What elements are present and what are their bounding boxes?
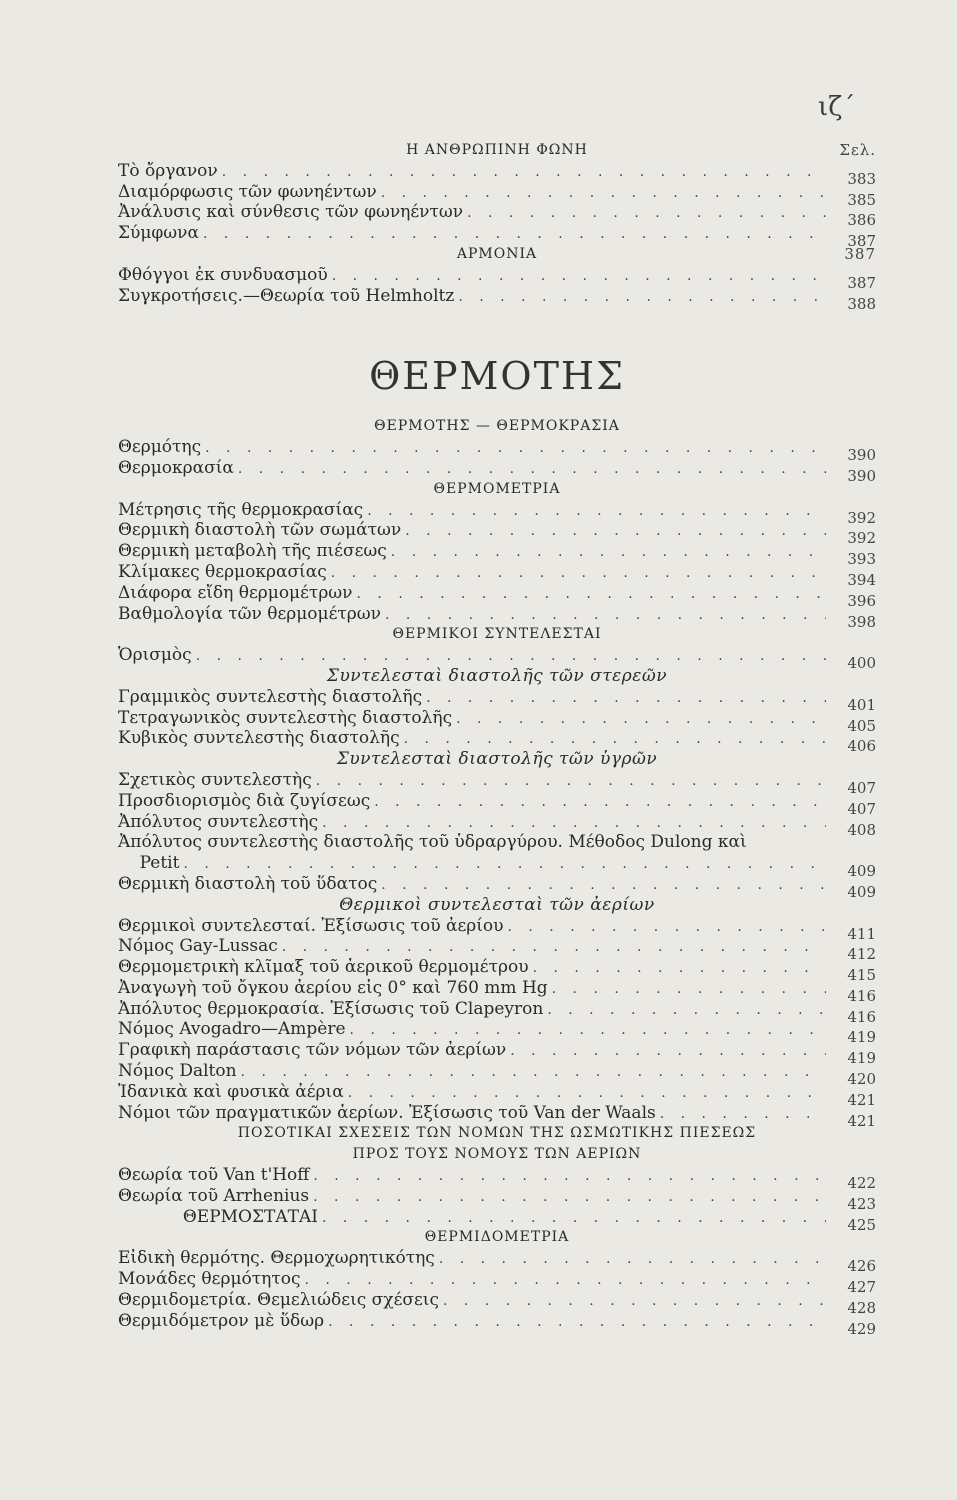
entry-page: 401	[847, 695, 876, 714]
entry-title: Μονάδες θερμότητος	[118, 1269, 301, 1290]
section-heading	[118, 479, 876, 500]
toc-entry	[118, 1061, 876, 1089]
entry-page: 416	[847, 1007, 876, 1026]
entry-title: Θερμικὴ διαστολὴ τῶν σωμάτων	[118, 520, 402, 541]
toc-entry	[118, 645, 876, 673]
dot-leader	[305, 1270, 827, 1291]
entry-title: Θερμοκρασία	[118, 457, 234, 478]
dot-leader	[552, 979, 826, 1000]
toc-entry	[118, 1269, 876, 1297]
entry-title: Petit	[118, 853, 180, 874]
dot-leader	[660, 1104, 826, 1125]
dot-leader	[328, 1312, 826, 1333]
entry-title: Θεωρία τοῦ Van t'Hoff	[118, 1165, 310, 1186]
entry-title: Διάφορα εἴδη θερμομέτρων	[118, 582, 353, 603]
heading-page: Σελ.	[839, 141, 876, 159]
entry-title: Εἰδικὴ θερμότης. Θερμοχωρητικότης	[118, 1248, 435, 1269]
entry-page: 392	[847, 529, 876, 548]
entry-page: 390	[847, 466, 876, 485]
dot-leader	[222, 162, 826, 183]
entry-title: Γραμμικὸς συντελεστὴς διαστολῆς	[118, 686, 423, 707]
entry-title: Νόμος Gay-Lussac	[118, 936, 278, 957]
entry-page: 419	[847, 1049, 876, 1068]
entry-page: 409	[847, 862, 876, 881]
entry-page: 419	[847, 1028, 876, 1047]
toc-entry	[118, 285, 876, 313]
page-number: ιζ΄	[818, 92, 856, 122]
toc-entry	[118, 582, 876, 610]
toc-entry	[118, 853, 876, 881]
entry-title: Ἀπόλυτος συντελεστὴς διαστολῆς τοῦ ὑδραργύρου. Μέθοδος Dulong καὶ	[118, 832, 747, 853]
dot-leader	[282, 937, 826, 958]
dot-leader	[439, 1249, 826, 1270]
entry-title: Θερμικὴ μεταβολὴ τῆς πιέσεως	[118, 541, 387, 562]
entry-title: Προσδιορισμὸς διὰ ζυγίσεως	[118, 790, 371, 811]
entry-title: Ἰδανικὰ καὶ φυσικὰ ἀέρια	[118, 1081, 344, 1102]
dot-leader	[238, 459, 826, 480]
entry-title: Κυβικὸς συντελεστὴς διαστολῆς	[118, 728, 400, 749]
toc-entry	[118, 520, 876, 548]
heading-text: Συντελεσταὶ διαστολῆς τῶν ὑγρῶν	[336, 749, 658, 770]
section-heading	[118, 624, 876, 645]
heading-text: ΘΕΡΜΙΚΟΙ ΣΥΝΤΕΛΕΣΤΑΙ	[392, 626, 602, 643]
entry-page: 383	[847, 169, 876, 188]
entry-page: 412	[847, 945, 876, 964]
entry-title: Νόμος Avogadro—Ampère	[118, 1019, 346, 1040]
entry-title: Τὸ ὄργανον	[118, 160, 218, 181]
dot-leader	[385, 605, 826, 626]
entry-title: Θεωρία τοῦ Arrhenius	[118, 1185, 310, 1206]
entry-page: 385	[847, 190, 876, 209]
toc-entry	[118, 1019, 876, 1047]
entry-page: 386	[847, 211, 876, 230]
entry-page: 393	[847, 550, 876, 569]
entry-page: 390	[847, 446, 876, 465]
entry-page: 407	[847, 778, 876, 797]
entry-page: 411	[847, 924, 876, 943]
heading-text: Η ΑΝΘΡΩΠΙΝΗ ΦΩΝΗ	[406, 142, 588, 158]
heading-text: ΠΟΣΟΤΙΚΑΙ ΣΧΕΣΕΙΣ ΤΩΝ ΝΟΜΩΝ ΤΗΣ ΩΣΜΩΤΙΚΗΣ ΠΙΕΣΕΩΣ	[237, 1125, 757, 1142]
toc-entry	[118, 160, 876, 188]
toc-entry	[118, 936, 876, 964]
entry-title: Ἀπόλυτος συντελεστὴς	[118, 811, 319, 832]
entry-page: 429	[847, 1319, 876, 1338]
heading-text: ΠΡΟΣ ΤΟΥΣ ΝΟΜΟΥΣ ΤΩΝ ΑΕΡΙΩΝ	[352, 1146, 642, 1163]
entry-title: Ὁρισμὸς	[118, 645, 192, 666]
entry-page: 406	[847, 737, 876, 756]
entry-title: Ἀναγωγὴ τοῦ ὄγκου ἀερίου εἰς 0° καὶ 760 mm Hg	[118, 977, 548, 998]
entry-page: 420	[847, 1070, 876, 1089]
toc-entry	[118, 499, 876, 527]
entry-title: Θερμικοὶ συντελεσταί. Ἐξίσωσις τοῦ ἀερίου	[118, 915, 504, 936]
toc-entry	[118, 915, 876, 943]
section-heading	[118, 1144, 876, 1165]
heading-page: 387	[844, 244, 876, 263]
dot-leader	[458, 287, 826, 308]
entry-title: Μέτρησις τῆς θερμοκρασίας	[118, 499, 364, 520]
dot-leader	[510, 1041, 826, 1062]
section-heading	[118, 1123, 876, 1144]
subsection-heading	[118, 666, 876, 687]
dot-leader	[196, 646, 826, 667]
entry-page: 426	[847, 1257, 876, 1276]
heading-text: Συντελεσταὶ διαστολῆς τῶν στερεῶν	[326, 665, 668, 686]
entry-title: Ἀνάλυσις καὶ σύνθεσις τῶν φωνηέντων	[118, 202, 464, 223]
subsection-heading	[118, 749, 876, 770]
toc-entry	[118, 1040, 876, 1068]
section-heading	[118, 416, 876, 437]
toc-entry	[118, 832, 876, 853]
entry-page: 392	[847, 508, 876, 527]
entry-title: Κλίμακες θερμοκρασίας	[118, 561, 327, 582]
entry-page: 396	[847, 591, 876, 610]
entry-page: 387	[847, 273, 876, 292]
toc-entry	[118, 561, 876, 589]
toc-entry	[118, 998, 876, 1026]
dot-leader	[547, 1000, 826, 1021]
toc-entry	[118, 457, 876, 485]
entry-title: Θερμομετρικὴ κλῖμαξ τοῦ ἀερικοῦ θερμομέτρου	[118, 957, 529, 978]
entry-page: 387	[847, 232, 876, 251]
heading-text: ΘΕΡΜΙΔΟΜΕΤΡΙΑ	[424, 1229, 570, 1246]
entry-page: 398	[847, 612, 876, 631]
heading-text: ΘΕΡΜΟΤΗΣ — ΘΕΡΜΟΚΡΑΣΙΑ	[374, 418, 620, 435]
dot-leader	[203, 224, 826, 245]
dot-leader	[443, 1291, 826, 1312]
table-of-contents	[118, 140, 876, 1338]
dot-leader	[381, 183, 826, 204]
toc-entry	[118, 811, 876, 839]
entry-title: Γραφικὴ παράστασις τῶν νόμων τῶν ἀερίων	[118, 1040, 507, 1061]
toc-entry	[118, 223, 876, 251]
dot-leader	[316, 771, 826, 792]
toc-entry	[118, 769, 876, 797]
dot-leader	[241, 1062, 826, 1083]
dot-leader	[350, 1020, 826, 1041]
entry-page: 425	[847, 1215, 876, 1234]
dot-leader	[348, 1083, 826, 1104]
dot-leader	[367, 501, 826, 522]
dot-leader	[533, 958, 826, 979]
entry-page: 415	[847, 966, 876, 985]
part-title: ΘΕΡΜΟΤΗΣ	[369, 354, 625, 399]
toc-entry	[118, 790, 876, 818]
dot-leader	[381, 875, 826, 896]
entry-page: 408	[847, 820, 876, 839]
entry-title: Φθόγγοι ἐκ συνδυασμοῦ	[118, 264, 328, 285]
entry-title: Ἀπόλυτος θερμοκρασία. Ἐξίσωσις τοῦ Clapeyron	[118, 998, 544, 1019]
dot-leader	[374, 792, 826, 813]
entry-page: 421	[847, 1090, 876, 1109]
toc-entry	[118, 1185, 876, 1213]
dot-leader	[313, 1166, 826, 1187]
toc-entry	[118, 1165, 876, 1193]
entry-title: Σχετικὸς συντελεστὴς	[118, 769, 312, 790]
toc-entry	[118, 957, 876, 985]
entry-page: 416	[847, 986, 876, 1005]
dot-leader	[467, 203, 826, 224]
toc-entry	[118, 202, 876, 230]
dot-leader	[456, 709, 826, 730]
dot-leader	[183, 854, 826, 875]
heading-text: ΘΕΡΜΟΜΕΤΡΙΑ	[433, 480, 561, 497]
toc-entry	[118, 728, 876, 756]
entry-page: 388	[847, 294, 876, 313]
entry-title: Διαμόρφωσις τῶν φωνηέντων	[118, 181, 377, 202]
entry-page: 428	[847, 1298, 876, 1317]
toc-entry	[118, 264, 876, 292]
entry-title: Θερμιδόμετρον μὲ ὕδωρ	[118, 1310, 325, 1331]
entry-title: Θερμιδομετρία. Θεμελιώδεις σχέσεις	[118, 1289, 439, 1310]
entry-page: 421	[847, 1111, 876, 1130]
entry-title: Βαθμολογία τῶν θερμομέτρων	[118, 603, 381, 624]
dot-leader	[331, 563, 826, 584]
entry-title: Νόμοι τῶν πραγματικῶν ἀερίων. Ἐξίσωσις τοῦ Van der Waals	[118, 1102, 656, 1123]
entry-page: 394	[847, 570, 876, 589]
toc-entry	[118, 1310, 876, 1338]
section-heading	[118, 244, 876, 265]
toc-entry	[118, 1289, 876, 1317]
entry-page: 405	[847, 716, 876, 735]
entry-page: 407	[847, 799, 876, 818]
dot-leader	[322, 1208, 826, 1229]
entry-page: 422	[847, 1174, 876, 1193]
toc-entry	[118, 686, 876, 714]
entry-page: 409	[847, 882, 876, 901]
entry-page: 427	[847, 1278, 876, 1297]
entry-title: Θερμότης	[118, 437, 202, 458]
subsection-heading	[118, 895, 876, 916]
entry-title: Θερμικὴ διαστολὴ τοῦ ὕδατος	[118, 873, 378, 894]
entry-title: Τετραγωνικὸς συντελεστὴς διαστολῆς	[118, 707, 453, 728]
entry-title: ΘΕΡΜΟΣΤΑΤΑΙ	[118, 1206, 318, 1227]
toc-entry	[118, 707, 876, 735]
section-heading	[118, 140, 876, 161]
entry-title: Συγκροτήσεις.—Θεωρία τοῦ Helmholtz	[118, 285, 455, 306]
toc-entry	[118, 603, 876, 631]
dot-leader	[405, 521, 826, 542]
heading-text: Θερμικοὶ συντελεσταὶ τῶν ἀερίων	[339, 894, 655, 915]
heading-text: ΑΡΜΟΝΙΑ	[456, 245, 538, 262]
entry-page: 423	[847, 1194, 876, 1213]
toc-entry	[118, 873, 876, 901]
toc-entry	[118, 1102, 876, 1130]
dot-leader	[357, 584, 826, 605]
toc-entry	[118, 1206, 876, 1234]
entry-title: Σύμφωνα	[118, 223, 199, 244]
section-heading	[118, 1227, 876, 1248]
entry-page: 400	[847, 654, 876, 673]
dot-leader	[313, 1187, 826, 1208]
toc-entry	[118, 1248, 876, 1276]
entry-title: Νόμος Dalton	[118, 1061, 237, 1082]
dot-leader	[332, 266, 826, 287]
dot-leader	[508, 917, 827, 938]
dot-leader	[391, 542, 826, 563]
dot-leader	[426, 688, 826, 709]
dot-leader	[404, 729, 826, 750]
dot-leader	[205, 438, 826, 459]
dot-leader	[322, 813, 826, 834]
toc-entry	[118, 437, 876, 465]
toc-entry	[118, 1081, 876, 1109]
toc-entry	[118, 541, 876, 569]
toc-entry	[118, 181, 876, 209]
toc-entry	[118, 977, 876, 1005]
